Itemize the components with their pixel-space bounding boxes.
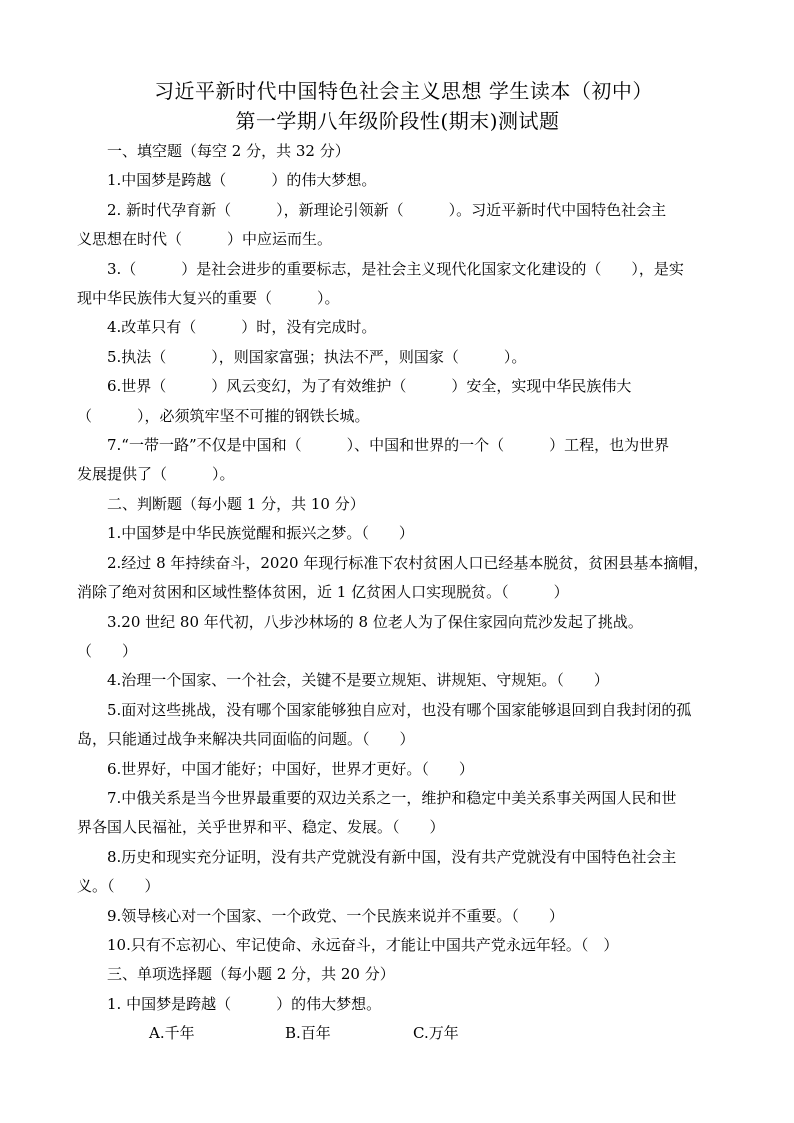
choice-question-1: 1. 中国梦是跨越（ ）的伟大梦想。 — [107, 994, 382, 1013]
fill-question-7-line2: 发展提供了（ ）。 — [77, 465, 235, 484]
judge-question-8-line1: 8.历史和现实充分证明，没有共产党就没有新中国，没有共产党就没有中国特色社会主 — [107, 847, 677, 866]
judge-question-7-line2: 界各国人民福祉，关乎世界和平、稳定、发展。（ ） — [77, 818, 445, 837]
fill-question-2-line2: 义思想在时代（ ）中应运而生。 — [77, 230, 333, 249]
fill-question-7-line1: 7.“一带一路”不仅是中国和（ ）、中国和世界的一个（ ）工程，也为世界 — [107, 436, 670, 455]
judge-question-2-line2: 消除了绝对贫困和区域性整体贫困，近 1 亿贫困人口实现脱贫。（ ） — [77, 583, 569, 602]
fill-question-6-line1: 6.世界（ ）风云变幻，为了有效维护（ ）安全，实现中华民族伟大 — [107, 377, 632, 396]
judge-question-9: 9.领导核心对一个国家、一个政党、一个民族来说并不重要。（ ） — [107, 906, 564, 925]
section3-heading: 三、单项选择题（每小题 2 分，共 20 分） — [107, 965, 395, 984]
exam-title-line1: 习近平新时代中国特色社会主义思想 学生读本（初中） — [154, 79, 653, 103]
judge-question-8-line2: 义。（ ） — [77, 877, 160, 896]
judge-question-5-line2: 岛，只能通过战争来解决共同面临的问题。（ ） — [77, 730, 415, 749]
option-b: B.百年 — [285, 1024, 331, 1043]
fill-question-3-line2: 现中华民族伟大复兴的重要（ ）。 — [77, 289, 340, 308]
judge-question-5-line1: 5.面对这些挑战，没有哪个国家能够独自应对，也没有哪个国家能够退回到自我封闭的孤 — [107, 700, 692, 719]
judge-question-1: 1.中国梦是中华民族觉醒和振兴之梦。（ ） — [107, 524, 414, 543]
exam-title-line2: 第一学期八年级阶段性(期末)测试题 — [235, 109, 560, 133]
judge-question-4: 4.治理一个国家、一个社会，关键不是要立规矩、讲规矩、守规矩。（ ） — [107, 671, 609, 690]
judge-question-3-line2: （ ） — [77, 641, 138, 660]
option-a: A.千年 — [149, 1024, 195, 1043]
judge-question-7-line1: 7.中俄关系是当今世界最重要的双边关系之一，维护和稳定中美关系事关两国人民和世 — [107, 788, 677, 807]
choice-question-1-options — [77, 1019, 718, 1048]
judge-question-10: 10.只有不忘初心、牢记使命、永远奋斗，才能让中国共产党永远年轻。（ ） — [107, 935, 619, 954]
fill-question-3-line1: 3.（ ）是社会进步的重要标志，是社会主义现代化国家文化建设的（ ），是实 — [107, 259, 684, 278]
judge-question-2-line1: 2.经过 8 年持续奋斗，2020 年现行标准下农村贫困人口已经基本脱贫，贫困县基本摘帽， — [107, 553, 709, 572]
judge-question-6: 6.世界好，中国才能好；中国好，世界才更好。（ ） — [107, 759, 474, 778]
fill-question-5: 5.执法（ ），则国家富强；执法不严，则国家（ ）。 — [107, 347, 527, 366]
judge-question-3-line1: 3.20 世纪 80 年代初，八步沙林场的 8 位老人为了保住家园向荒沙发起了挑战。 — [107, 612, 643, 631]
exam-content — [77, 137, 718, 1049]
option-c: C.万年 — [413, 1024, 459, 1043]
section1-heading: 一、填空题（每空 2 分，共 32 分） — [107, 142, 350, 160]
fill-question-4: 4.改革只有（ ）时，没有完成时。 — [107, 318, 377, 337]
section2-heading: 二、判断题（每小题 1 分，共 10 分） — [107, 494, 365, 513]
fill-question-2-line1: 2. 新时代孕育新（ ），新理论引领新（ ）。习近平新时代中国特色社会主 — [107, 200, 667, 219]
fill-question-1: 1.中国梦是跨越（ ）的伟大梦想。 — [107, 171, 377, 190]
fill-question-6-line2: （ ），必须筑牢坚不可摧的钢铁长城。 — [77, 406, 370, 425]
